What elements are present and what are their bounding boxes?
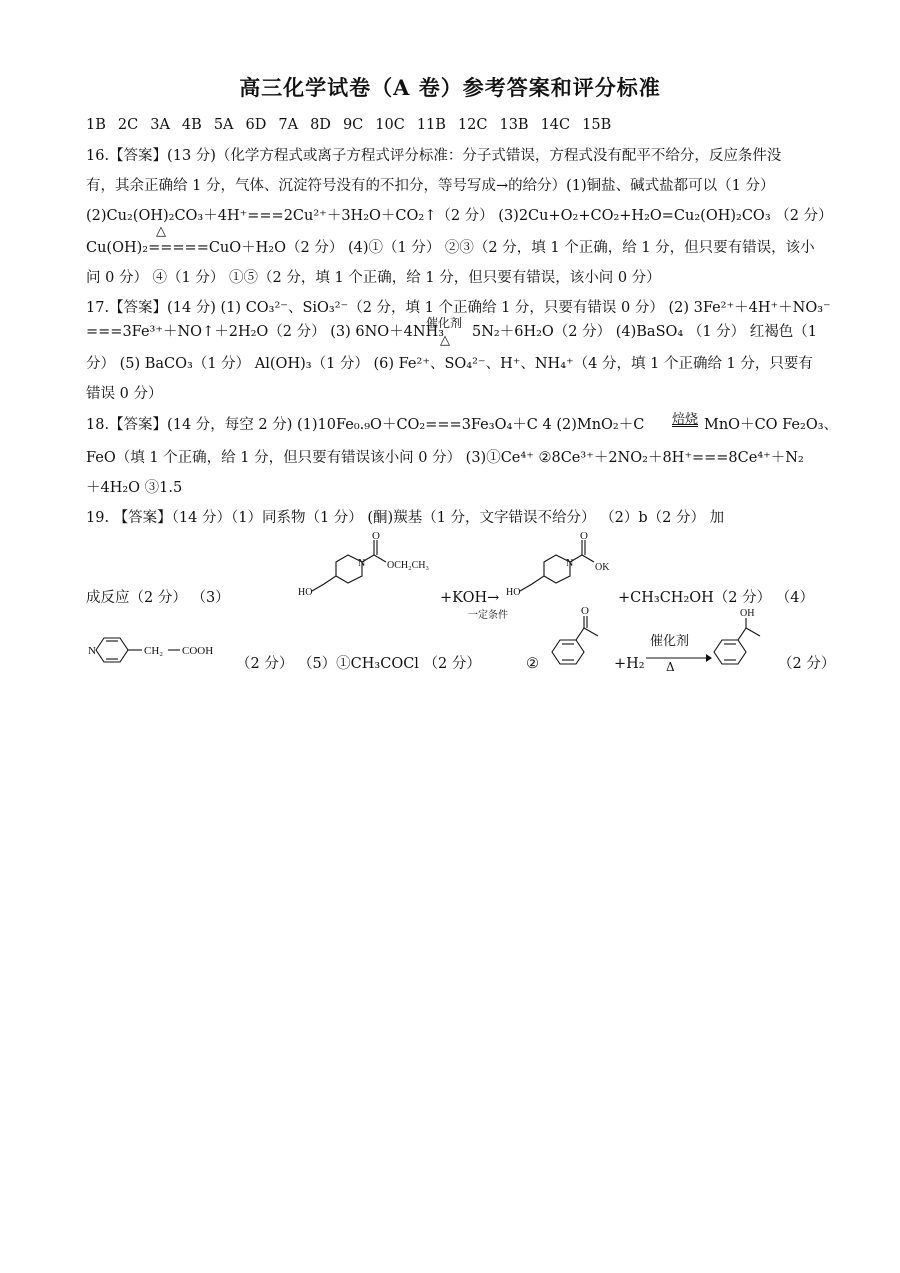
q19-line-2b: +CH₃CH₂OH（2 分） （4）	[618, 590, 814, 606]
choice-answer: 14C	[540, 117, 571, 133]
page-title: 高三化学试卷（A 卷）参考答案和评分标准	[239, 75, 661, 100]
q17-line-3: 分） (5) BaCO₃（1 分） Al(OH)₃（1 分） (6) Fe²⁺、SO₄²⁻、H⁺、NH₄⁺（4 分，填 1 个正确给 1 分，只要有	[86, 356, 813, 372]
q18-roast-label: 焙烧	[672, 412, 699, 427]
m1-ho-label: HO	[298, 587, 313, 598]
m3-cooh-label: COOH	[182, 645, 214, 657]
svg-text:O: O	[372, 530, 380, 542]
q19-condition-label: 一定条件	[468, 610, 508, 621]
q16-line-5: 问 0 分） ④（1 分） ①⑤（2 分，填 1 个正确，给 1 分，但只要有错误，该小问 0 分）	[86, 270, 661, 286]
m3-ch2-label: CH₂	[144, 645, 164, 657]
structure-ethyl-carbamate	[292, 528, 442, 608]
choice-answer: 12C	[457, 117, 488, 133]
q19-line-3a: （2 分） （5）①CH₃COCl （2 分）	[236, 656, 481, 672]
q19-line-1: 19. 【答案】（14 分）（1）同系物（1 分） (酮)羰基（1 分，文字错误不给分） （2）b（2 分） 加	[86, 510, 725, 526]
choice-answer: 1B	[86, 117, 106, 133]
q17-heat-symbol: △	[440, 333, 450, 348]
q17-line-2b: 5N₂＋6H₂O（2 分） (4)BaSO₄ （1 分） 红褐色（1	[472, 324, 817, 340]
reaction-arrow	[644, 652, 714, 664]
choice-answer: 9C	[342, 117, 364, 133]
q16-line-2: 有，其余正确给 1 分，气体、沉淀符号没有的不扣分，等号写成→的给分）(1)铜盐、碱式盐都可以（1 分）	[86, 178, 775, 194]
structure-potassium-carbamate	[500, 528, 620, 608]
q16-line-1: 16.【答案】(13 分)（化学方程式或离子方程式评分标准：分子式错误，方程式没有配平不给分，反应条件没	[86, 148, 782, 164]
m3-n-label: N	[88, 645, 96, 657]
choice-answer: 5A	[213, 117, 234, 133]
m2-ho-label: HO	[506, 587, 521, 598]
q17-line-2a: ===3Fe³⁺＋NO↑＋2H₂O（2 分） (3) 6NO＋4NH₃	[86, 324, 445, 340]
q19-line-2a: 成反应（2 分） （3）	[86, 590, 230, 606]
q19-catalyst-label: 催化剂	[650, 634, 690, 649]
q18-line-2: FeO（填 1 个正确，给 1 分，但只要有错误该小问 0 分） (3)①Ce⁴⁺ ②8Ce³⁺＋2NO₂＋8H⁺===8Ce⁴⁺＋N₂	[86, 450, 804, 466]
choice-answer: 8D	[310, 117, 331, 133]
structure-phenylethanol	[706, 604, 776, 670]
m5-oh-label: OH	[740, 608, 755, 619]
svg-text:N: N	[358, 558, 366, 569]
choice-answer: 10C	[375, 117, 405, 133]
q19-delta-label: Δ	[666, 660, 675, 674]
q19-sub-2-marker: ②	[526, 656, 539, 672]
svg-text:O: O	[580, 530, 588, 542]
choice-answer: 2C	[117, 117, 139, 133]
q19-koh-plus: +KOH→	[440, 590, 500, 606]
choice-answer: 6D	[245, 117, 267, 133]
choice-answer: 11B	[416, 117, 446, 133]
choice-answers	[86, 115, 846, 135]
svg-text:N: N	[566, 558, 574, 569]
m4-o-label: O	[581, 605, 589, 617]
q16-heat-symbol: △	[156, 224, 166, 239]
choice-answer: 13B	[499, 117, 529, 133]
structure-acetophenone	[544, 604, 614, 670]
q18-line-3: ＋4H₂O ③1.5	[86, 480, 183, 496]
m1-oet-label: OCH₂CH₃	[387, 560, 429, 571]
structure-pyridineacetic-acid	[84, 628, 234, 672]
q18-line-1a: 18.【答案】(14 分，每空 2 分) (1)10Fe₀.₉O＋CO₂===3Fe₃O₄＋C 4 (2)MnO₂＋C	[86, 417, 645, 433]
choice-answer: 4B	[181, 117, 202, 133]
q19-line-3-end: （2 分）	[778, 656, 836, 672]
q16-line-3: (2)Cu₂(OH)₂CO₃＋4H⁺===2Cu²⁺＋3H₂O＋CO₂↑（2 分） (3)2Cu+O₂+CO₂+H₂O=Cu₂(OH)₂CO₃ （2 分）	[86, 208, 833, 224]
q17-line-1: 17.【答案】(14 分) (1) CO₃²⁻、SiO₃²⁻（2 分，填 1 个正确给 1 分，只要有错误 0 分） (2) 3Fe²⁺＋4H⁺＋NO₃⁻	[86, 300, 831, 316]
q17-catalyst-label: 催化剂	[426, 316, 463, 330]
choice-answer: 3A	[150, 117, 170, 133]
q17-line-4: 错误 0 分）	[86, 386, 163, 402]
choice-answer: 7A	[278, 117, 299, 133]
q18-line-1b: MnO＋CO Fe₂O₃、	[704, 417, 839, 433]
m2-ok-label: OK	[595, 562, 610, 573]
q19-h2: +H₂	[614, 656, 645, 672]
q16-line-4: Cu(OH)₂=====CuO＋H₂O（2 分） (4)①（1 分） ②③（2 分，填 1 个正确，给 1 分，但只要有错误，该小	[86, 240, 815, 256]
choice-answer: 15B	[582, 117, 612, 133]
